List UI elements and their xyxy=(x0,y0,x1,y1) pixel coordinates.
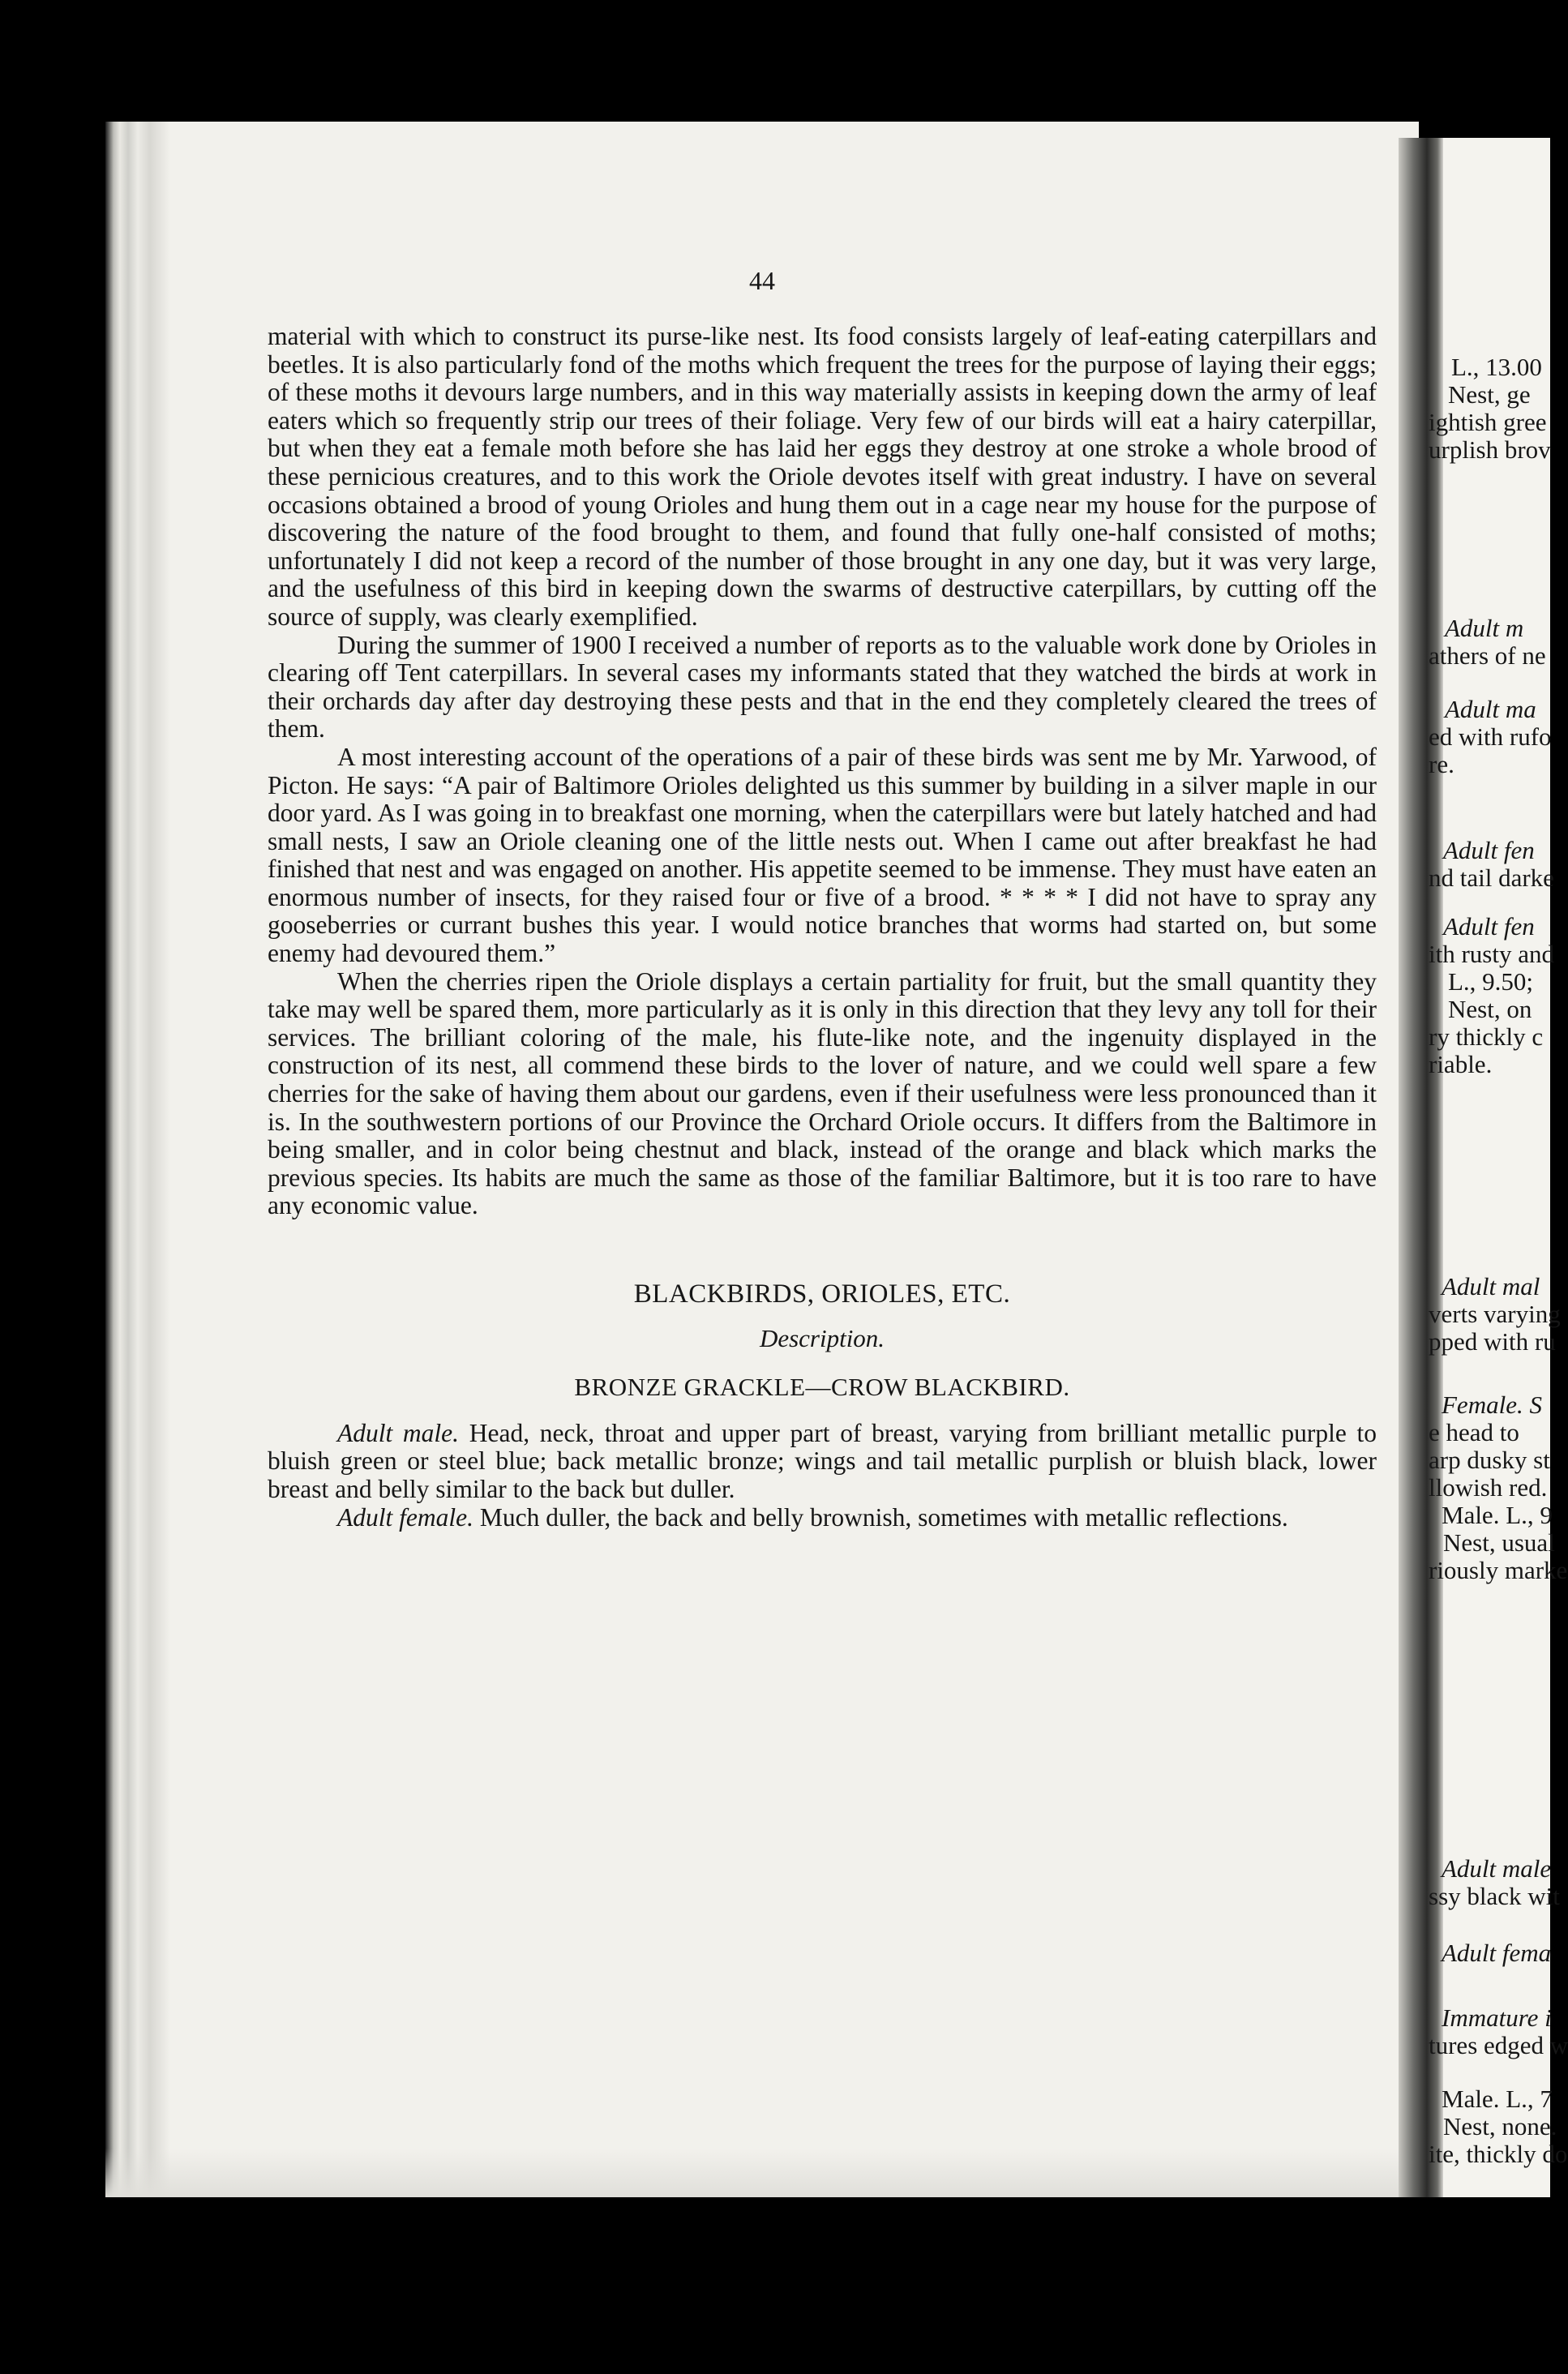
facing-line: Adult mal xyxy=(1442,1272,1540,1301)
description-adult-male xyxy=(268,1420,1377,1504)
facing-line: llowish red. xyxy=(1429,1473,1548,1502)
facing-line: Adult m xyxy=(1445,614,1524,642)
page-number: 44 xyxy=(749,266,775,295)
facing-line: athers of ne xyxy=(1429,641,1546,670)
facing-line: Male. L., 7 xyxy=(1442,2085,1553,2113)
facing-line: ssy black wit xyxy=(1429,1882,1560,1910)
species-title: BRONZE GRACKLE—CROW BLACKBIRD. xyxy=(574,1373,1070,1402)
facing-line: Nest, none. xyxy=(1443,2112,1557,2140)
facing-line: riously marke xyxy=(1429,1556,1568,1584)
facing-line: Adult male xyxy=(1442,1854,1552,1883)
description-label: Adult male. xyxy=(337,1418,460,1447)
facing-line: Male. L., 9 xyxy=(1442,1501,1553,1529)
facing-line: Adult fen xyxy=(1443,836,1535,864)
facing-line: re. xyxy=(1429,750,1454,778)
facing-line: tures edged w xyxy=(1429,2031,1568,2059)
paragraph: material with which to construct its purse-like nest. Its food consists largely of leaf-eating caterpillars and beetles. It is also particularly fond of the moths which frequent the trees for the purpose of laying their eggs; of these moths it devours large numbers, and in this way materially assists in keeping down the army of leaf eaters which so frequently strip our trees of their foliage. Very few of our birds will eat a hairy caterpillar, but when they eat a female moth before she has laid her eggs they destroy at one stroke a whole brood of these pernicious creatures, and to this work the Oriole devotes itself with great industry. I have on several occasions obtained a brood of young Orioles and hung them out in a cage near my house for the purpose of discovering the nature of the food brought to them, and found that fully one-half consisted of moths; unfortunately I did not keep a record of the number of those brought in any one day, but it was very large, and the usefulness of this bird in keeping down the swarms of destructive caterpillars, by cutting off the source of supply, was clearly exemplified. xyxy=(268,322,1377,631)
facing-line: Nest, on xyxy=(1448,995,1532,1023)
facing-line: Adult fen xyxy=(1443,912,1535,941)
section-heading: BLACKBIRDS, ORIOLES, ETC. xyxy=(633,1279,1011,1309)
facing-line: Immature i xyxy=(1442,2003,1552,2032)
facing-line: e head to xyxy=(1429,1418,1519,1446)
facing-line: ith rusty and xyxy=(1429,940,1554,968)
facing-line: Adult ma xyxy=(1445,695,1536,723)
facing-line: arp dusky st xyxy=(1429,1446,1550,1474)
facing-line: ite, thickly do xyxy=(1429,2140,1568,2168)
description-text: Much duller, the back and belly brownish, sometimes with metallic reflections. xyxy=(473,1502,1288,1532)
page-edges xyxy=(105,122,170,2197)
facing-page-strip xyxy=(1429,138,1568,2197)
page-body-text xyxy=(268,323,1377,1532)
facing-line: Nest, usual xyxy=(1443,1528,1555,1557)
facing-line: verts varying xyxy=(1429,1300,1561,1328)
facing-line: Adult fema xyxy=(1442,1939,1552,1967)
page-bottom-shadow xyxy=(105,2149,1419,2197)
facing-line: Nest, ge xyxy=(1448,380,1531,409)
facing-line: riable. xyxy=(1429,1050,1493,1078)
paragraph: A most interesting account of the operations of a pair of these birds was sent me by Mr. Yarwood, of Picton. He says: “A pair of Baltimore Orioles delighted us this summer by building in a silver maple in our door yard. As I was going in to breakfast one morning, when the caterpillars were but lately hatched and had small nests, I saw an Oriole cleaning one of the little nests out. When I came out after breakfast he had finished that nest and was engaged on another. His appetite seemed to be immense. They must have eaten an enormous number of insects, for they raised four or five of a brood. * * * * I did not have to spray any gooseberries or currant bushes this year. I would notice branches that worms had started on, but some enemy had devoured them.” xyxy=(268,742,1377,968)
description-adult-female xyxy=(268,1504,1377,1532)
facing-line: nd tail darke xyxy=(1429,863,1554,892)
facing-line: L., 9.50; xyxy=(1448,967,1534,996)
facing-line: ry thickly c xyxy=(1429,1022,1544,1051)
paragraph: When the cherries ripen the Oriole displays a certain partiality for fruit, but the small quantity they take may well be spared them, more particularly as it is only in this direction that they levy any toll for their services. The brilliant coloring of the male, his flute-like note, and the ingenuity displayed in the construction of its nest, all commend these birds to the lover of nature, and we could well spare a few cherries for the sake of having them about our gardens, even if their usefulness were less pronounced than it is. In the southwestern portions of our Province the Orchard Oriole occurs. It differs from the Baltimore in being smaller, and in color being chestnut and black, instead of the orange and black which marks the previous species. Its habits are much the same as those of the familiar Baltimore, but it is too rare to have any economic value. xyxy=(268,966,1377,1220)
section-subheading: Description. xyxy=(759,1323,885,1352)
facing-line: ed with rufo xyxy=(1429,722,1552,751)
facing-line: pped with ru xyxy=(1429,1327,1556,1356)
facing-line: L., 13.00 xyxy=(1451,353,1542,381)
facing-line: ightish gree xyxy=(1429,408,1547,436)
facing-line: Female. S xyxy=(1442,1391,1542,1419)
description-text: Head, neck, throat and upper part of breast, varying from brilliant metallic purple to bluish green or steel blue; back metallic bronze; wings and tail metallic purplish or bluish black, lower breast and belly similar to the back but duller. xyxy=(268,1418,1377,1503)
paragraph: During the summer of 1900 I received a number of reports as to the valuable work done by Orioles in clearing off Tent caterpillars. In several cases my informants stated that they watched the birds at work in their orchards day after day destroying these pests and that in the end they completely cleared the trees of them. xyxy=(268,630,1377,743)
facing-line: urplish brov xyxy=(1429,435,1551,464)
description-label: Adult female. xyxy=(337,1502,473,1532)
